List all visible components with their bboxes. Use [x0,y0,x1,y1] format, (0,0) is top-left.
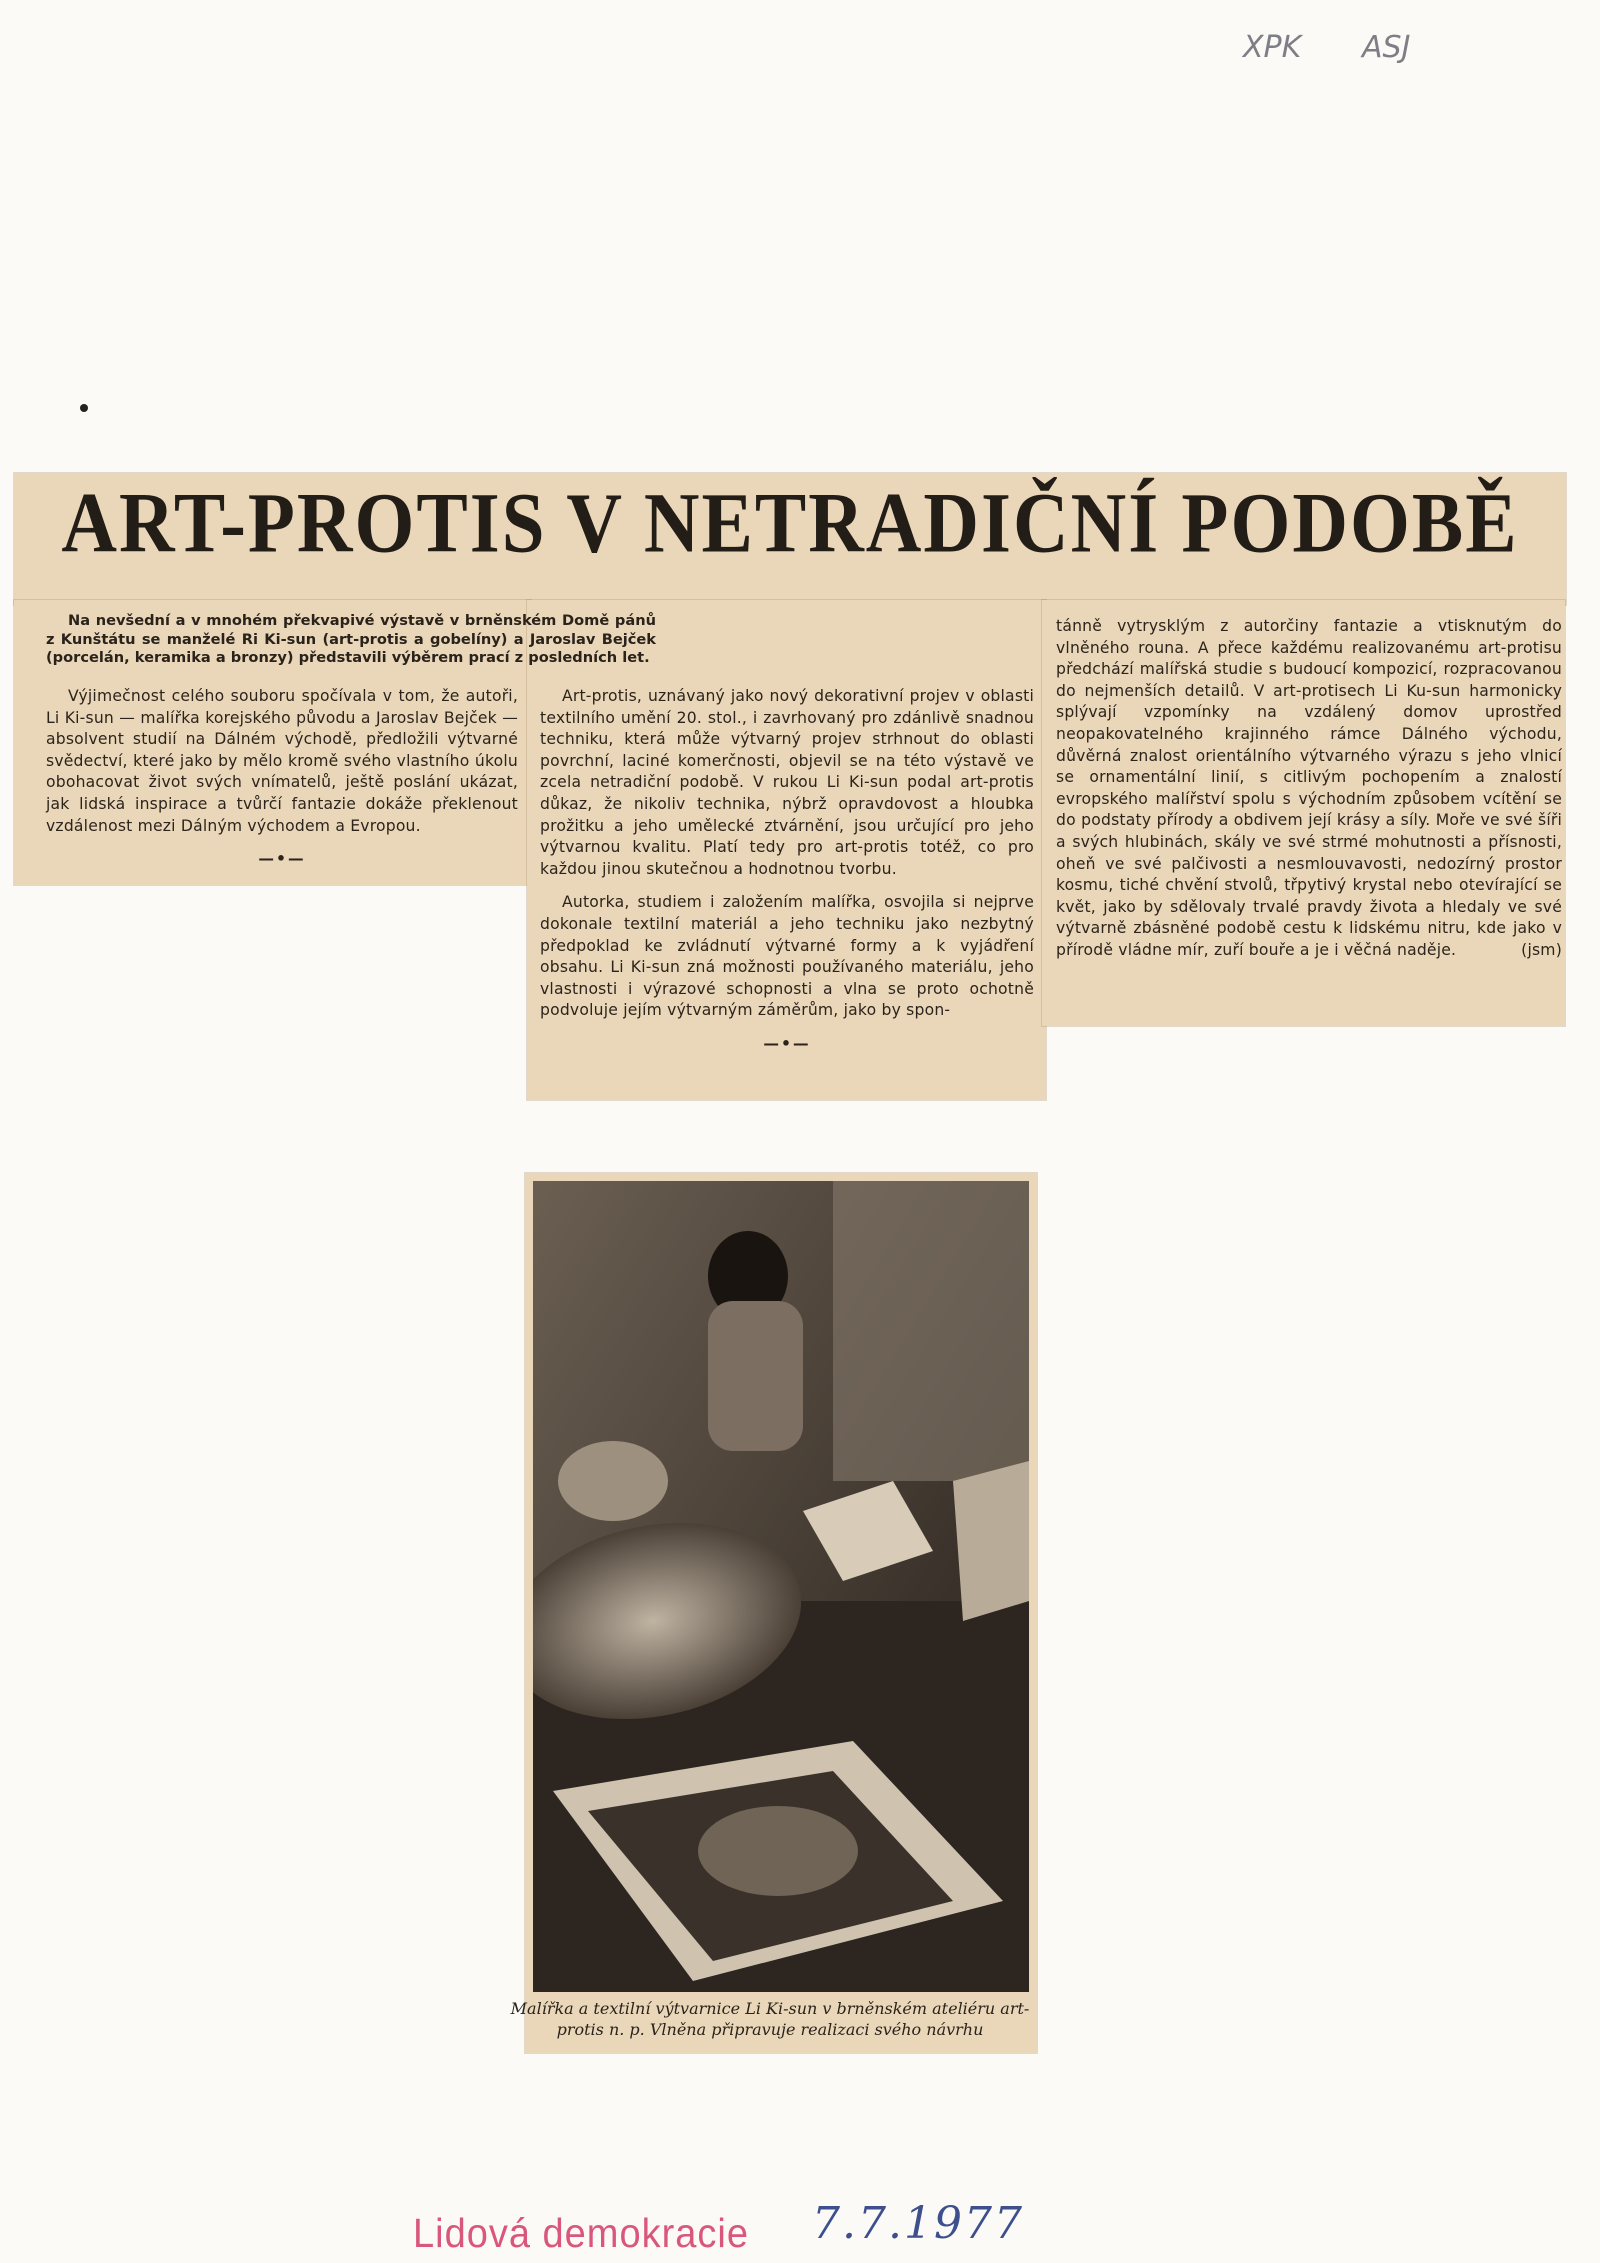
author-signature: (jsm) [1521,940,1562,959]
photo-artist-at-work [533,1181,1029,1992]
lead-paragraph: Na nevšední a v mnohém překvapivé výstavě v brněnském Domě pánů z Kunštátu se manželé Ri Ki-sun (art-protis a gobelíny) a Jaroslav Bejček (porcelán, keramika a bronzy) představili výběrem prací z posledních let. [46,612,656,667]
column-2-paragraph-2: Autorka, studiem i založením malířka, osvojila si nejprve dokonale textilní materiál a jeho techniku jako nezbytný předpoklad ke zvládnutí výtvarné formy a k vyjádření obsahu. Li Ki-sun zná možnosti používaného materiálu, jeho vlastnosti i výrazové schopnosti a vlna se proto ochotně podvoluje jejím výtvarným záměrům, jako by spon- [540,893,1034,1020]
article-photo [533,1181,1029,1992]
article-column-1 [46,686,518,871]
handwritten-mark-xpk: XPK [1243,30,1302,65]
newspaper-stamp: Lidová demokracie [413,2211,749,2257]
separator: —•— [763,1034,811,1053]
article-column-2 [540,686,1034,1056]
column-3-text: tánně vytrysklým z autorčiny fantazie a vtisknutým do vlněného rouna. A přece každému realizovanému art-protisu předchází malířská studie s budoucí kompozicí, rozpracovanou do nejmenších detailů. V art-protisech Li Ku-sun harmonicky splývají vzpomínky na vzdálený domov uprostřed neopakovatelného krajinného rámce Dálného východu, důvěrná znalost orientálního výtvarného výrazu s jeho vlnicí se ornamentální linií, s citlivým pochopením a znalostí evropského malířství spolu s východním způsobem vcítění se do podstaty přírody a obdivem její krásy a síly. Moře ve své šíři a svých hlubinách, skály ve své strmé mohutnosti a přísnosti, oheň ve své palčivosti a nesmlouvavosti, nedozírný prostor kosmu, tiché chvění stvolů, třpytivý krystal nebo otevírající se květ, jako by sdělovaly trvalé pravdy života a hledaly ve své výtvarně zbásněné podobě cestu k lidskému nitru, kde jako v přírodě vládne mír, zuří bouře a je i věčná naděje. [1056,617,1562,959]
handwritten-date: 7.7.1977 [812,2198,1024,2249]
handwritten-mark-asj: ASJ [1362,30,1411,65]
photo-caption: Malířka a textilní výtvarnice Li Ki-sun v brněnském ateliéru art-protis n. p. Vlněna připravuje realizaci svého návrhu [510,1999,1030,2039]
headline: ART-PROTIS V NETRADIČNÍ PODOBĚ [61,474,1519,571]
column-1-paragraph: Výjimečnost celého souboru spočívala v tom, že autoři, Li Ki-sun — malířka korejského původu a Jaroslav Bejček — absolvent studií na Dálném východě, předložili výtvarné svědectví, které jako by mělo kromě svého vlastního úkolu obohacovat život svých vnímatelů, ještě poslání ukázat, jak lidská inspirace a tvůrčí fantazie dokáže překlenout vzdálenost mezi Dálným východem a Evropou. [46,687,518,835]
column-2-paragraph-1: Art-protis, uznávaný jako nový dekorativní projev v oblasti textilního umění 20. stol., i zavrhovaný pro zdánlivě snadnou techniku, která může výtvarný projev strhnout do oblasti povrchní, laciné komerčnosti, objevil se na této výstavě ve zcela netradiční podobě. V rukou Li Ki-sun podal art-protis důkaz, že nikoliv technika, nýbrž opravdovost a hloubka prožitku a jeho umělecké ztvárnění, jsou určující pro jeho výtvarnou kvalitu. Platí tedy pro art-protis totéž, co pro každou jinou skutečnou a hodnotnou tvorbu. [540,687,1034,878]
column-3-paragraph [1056,616,1562,962]
article-column-3 [1056,616,1562,974]
separator: —•— [258,850,306,869]
ink-dot [80,404,88,412]
